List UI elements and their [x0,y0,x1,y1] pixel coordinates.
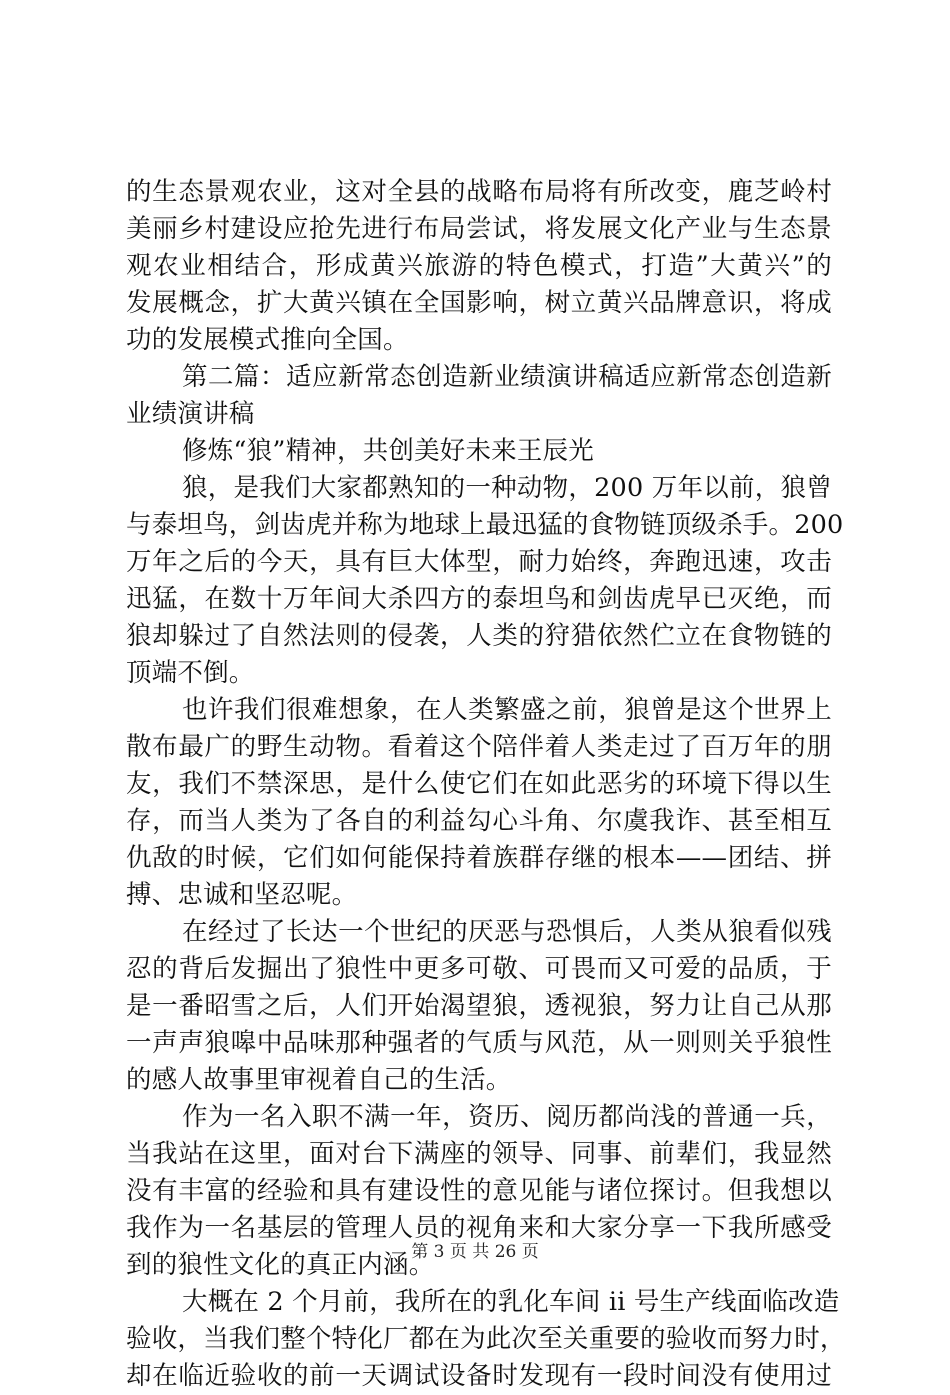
text-line: 功的发展模式推向全国。 [126,325,409,355]
text-line: 在经过了长达一个世纪的厌恶与恐惧后，人类从狼看似残 [182,917,832,947]
text-line: 与泰坦鸟，剑齿虎并称为地球上最迅猛的食物链顶级杀手。200 [126,510,844,540]
text-line: 美丽乡村建设应抢先进行布局尝试，将发展文化产业与生态景 [126,214,832,244]
document-body [126,174,846,1395]
text-line: 忍的背后发掘出了狼性中更多可敬、可畏而又可爱的品质，于 [126,954,832,984]
text-line: 的生态景观农业，这对全县的战略布局将有所改变，鹿芝岭村 [126,177,832,207]
text-line: 却在临近验收的前一天调试设备时发现有一段时间没有使用过 [126,1361,832,1391]
text-line: 也许我们很难想象，在人类繁盛之前，狼曾是这个世界上 [182,695,832,725]
text-line: 狼却躲过了自然法则的侵袭，人类的狩猎依然伫立在食物链的 [126,621,832,651]
text-line: 当我站在这里，面对台下满座的领导、同事、前辈们，我显然 [126,1139,832,1169]
page-footer [0,1241,950,1263]
text-line: 友，我们不禁深思，是什么使它们在如此恶劣的环境下得以生 [126,769,832,799]
text-line: 是一番昭雪之后，人们开始渴望狼，透视狼，努力让自己从那 [126,991,832,1021]
text-line: 万年之后的今天，具有巨大体型，耐力始终，奔跑迅速，攻击 [126,547,832,577]
text-line: 狼，是我们大家都熟知的一种动物，200 万年以前，狼曾 [182,473,832,503]
page-number-label: 第 3 页 共 26 页 [411,1242,539,1262]
text-line: 一声声狼嗥中品味那种强者的气质与风范，从一则则关乎狼性 [126,1028,832,1058]
text-line: 作为一名入职不满一年，资历、阅历都尚浅的普通一兵， [182,1102,832,1132]
text-line: 顶端不倒。 [126,658,255,688]
text-line: 大概在 2 个月前，我所在的乳化车间 ii 号生产线面临改造 [182,1287,840,1317]
section-heading-line: 业绩演讲稿 [126,399,255,429]
text-line: 观农业相结合，形成黄兴旅游的特色模式，打造”大黄兴”的 [126,251,832,281]
text-line: 的感人故事里审视着自己的生活。 [126,1065,512,1095]
text-line: 搏、忠诚和坚忍呢。 [126,880,358,910]
text-line: 没有丰富的经验和具有建设性的意见能与诸位探讨。但我想以 [126,1176,832,1206]
text-line: 我作为一名基层的管理人员的视角来和大家分享一下我所感受 [126,1213,832,1243]
text-line: 仇敌的时候，它们如何能保持着族群存继的根本——团结、拼 [126,843,832,873]
text-line: 迅猛，在数十万年间大杀四方的泰坦鸟和剑齿虎早已灭绝，而 [126,584,832,614]
text-line: 存，而当人类为了各自的利益勾心斗角、尔虞我诈、甚至相互 [126,806,832,836]
text-line: 验收，当我们整个特化厂都在为此次至关重要的验收而努力时， [126,1324,846,1354]
text-line: 到的狼性文化的真正内涵。 [126,1250,435,1280]
text-line: 散布最广的野生动物。看着这个陪伴着人类走过了百万年的朋 [126,732,832,762]
text-line: 发展概念，扩大黄兴镇在全国影响，树立黄兴品牌意识，将成 [126,288,832,318]
section-heading-line: 第二篇：适应新常态创造新业绩演讲稿适应新常态创造新 [182,362,832,392]
speech-title: 修炼“狼”精神，共创美好未来王辰光 [182,436,594,466]
